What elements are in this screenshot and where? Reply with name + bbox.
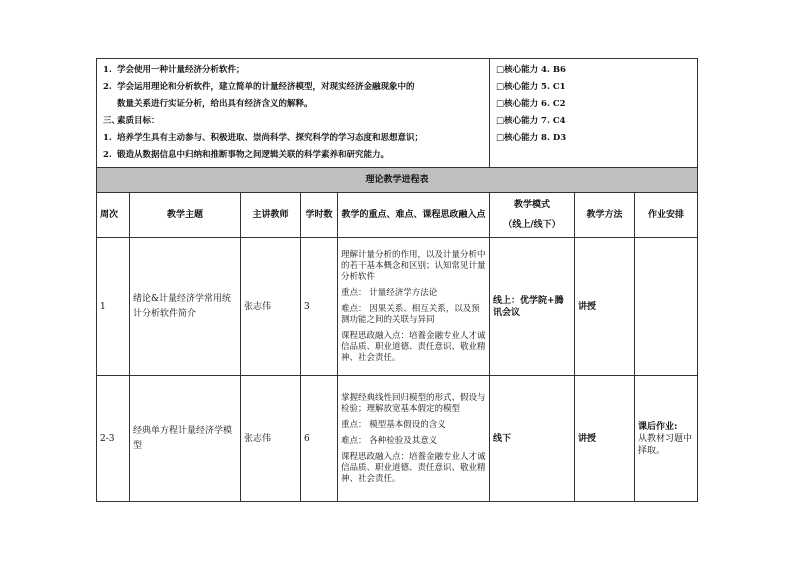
header-mode (490, 193, 575, 238)
objective-line: 2. 学会运用理论和分析软件，建立简单的计量经济模型，对现实经济金融现象中的 (103, 82, 415, 92)
hours-cell: 3 (301, 238, 338, 376)
header-hours: 学时数 (301, 193, 338, 238)
objective-line: 1. 培养学生具有主动参与、积极进取、崇尚科学、探究科学的学习态度和思想意识； (103, 133, 424, 143)
focus-cell (338, 376, 490, 502)
objectives-cell (97, 59, 490, 168)
focus-ideology: 课程思政融入点：培養金融专业人才诚信品质、职业道德、责任意识、敬业精神、社会责任。 (341, 451, 486, 484)
focus-difficult: 难点： 各种检验及其意义 (341, 435, 438, 446)
hours-cell: 6 (301, 376, 338, 502)
document-page (96, 58, 697, 502)
homework-text: 从教材习题中择取。 (638, 433, 693, 456)
homework-cell (635, 376, 698, 502)
syllabus-table (96, 58, 698, 502)
header-week: 周次 (97, 193, 130, 238)
capability-item: □核心能力 6. C2 (496, 99, 566, 109)
focus-intro: 掌握经典线性回归模型的形式、假设与检验；理解放宽基本假定的模型 (341, 392, 486, 414)
objective-line: 数量关系进行实证分析，给出具有经济含义的解释。 (117, 99, 313, 109)
objective-line: 2. 锻造从数据信息中归纳和推断事物之间逻辑关联的科学素养和研究能力。 (103, 150, 390, 160)
week-cell: 2-3 (97, 376, 130, 502)
capability-item: □核心能力 5. C1 (496, 82, 566, 92)
focus-intro: 理解计量分析的作用，以及计量分析中的若干基本概念和区别；认知常见计量分析软件 (341, 249, 486, 282)
header-teacher: 主讲教师 (241, 193, 301, 238)
table-row (97, 376, 698, 502)
table-row (97, 238, 698, 376)
header-mode-line1: 教学模式 (514, 200, 551, 210)
header-topic: 教学主题 (130, 193, 241, 238)
week-cell: 1 (97, 238, 130, 376)
focus-cell (338, 238, 490, 376)
capability-item: □核心能力 8. D3 (496, 133, 567, 143)
teacher-cell: 张志伟 (241, 238, 301, 376)
method-cell: 讲授 (575, 376, 635, 502)
header-homework: 作业安排 (635, 193, 698, 238)
objective-line: 三、素质目标： (103, 116, 160, 126)
focus-key: 重点： 计量经济学方法论 (341, 287, 438, 298)
mode-cell: 线下 (490, 376, 575, 502)
objective-line: 1. 学会使用一种计量经济分析软件； (103, 65, 245, 75)
header-method: 教学方法 (575, 193, 635, 238)
table-header-row (97, 193, 698, 238)
homework-label: 课后作业: (638, 421, 678, 432)
objectives-row (97, 59, 698, 168)
header-mode-line2: （线上/线下） (503, 220, 561, 230)
capabilities-cell (490, 59, 698, 168)
method-cell: 讲授 (575, 238, 635, 376)
capability-item: □核心能力 7. C4 (496, 116, 566, 126)
header-focus: 教学的重点、难点、课程思政融入点 (338, 193, 490, 238)
focus-difficult: 难点： 因果关系、相互关系，以及预测功能之间的关联与异同 (341, 303, 480, 325)
focus-ideology: 课程思政融入点：培養金融专业人才诚信品质、职业道德、责任意识、敬业精神、社会责任。 (341, 330, 486, 363)
focus-key: 重点： 模型基本假设的含义 (341, 419, 446, 430)
homework-cell (635, 238, 698, 376)
topic-cell: 绪论&计量经济学常用统计分析软件简介 (130, 238, 241, 376)
section-title: 理论教学进程表 (97, 168, 698, 193)
topic-cell: 经典单方程计量经济学模型 (130, 376, 241, 502)
section-title-row (97, 168, 698, 193)
mode-cell: 线上：优学院+腾讯会议 (490, 238, 575, 376)
teacher-cell: 张志伟 (241, 376, 301, 502)
capability-item: □核心能力 4. B6 (496, 65, 566, 75)
